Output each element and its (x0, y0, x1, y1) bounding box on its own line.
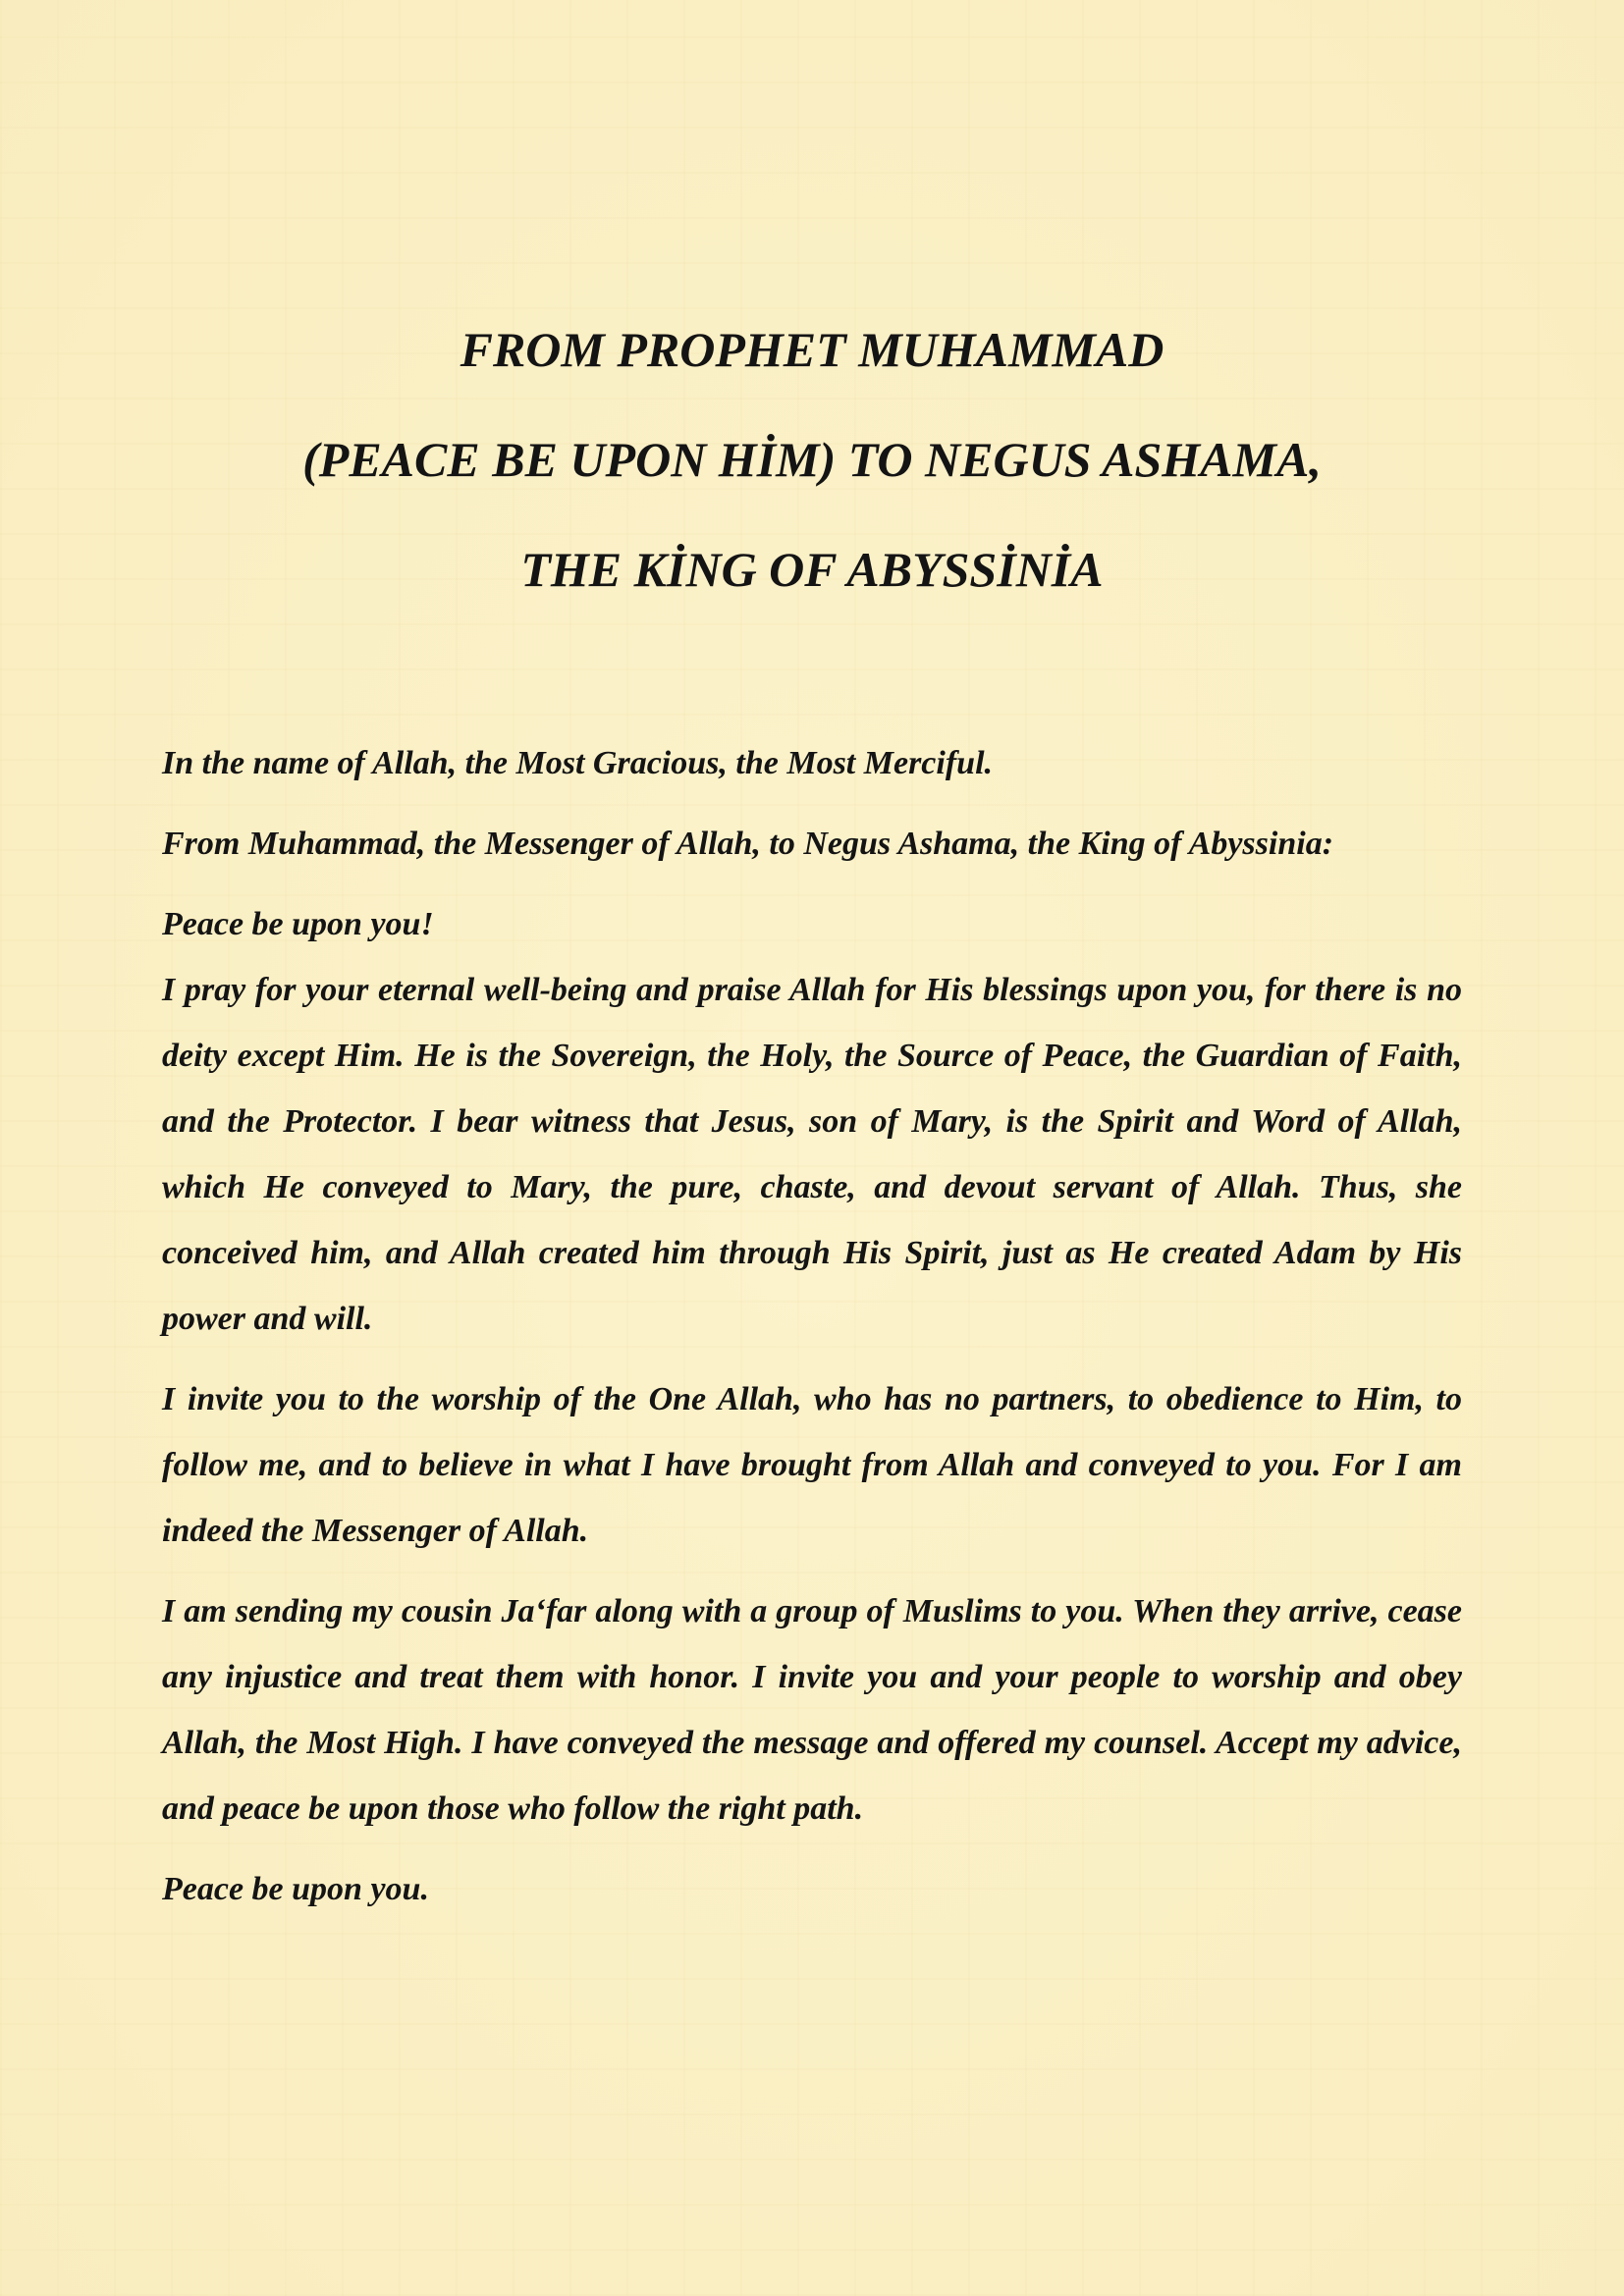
title-line-3: THE KİNG OF ABYSSİNİA (520, 542, 1104, 597)
invitation-paragraph: I invite you to the worship of the One Allah, who has no partners, to obedience to Him, to follow me, and to believe in what I have brought from Allah and conveyed to you. For I am indeed the Messenger of Allah. (162, 1381, 1462, 1549)
sender-paragraph: From Muhammad, the Messenger of Allah, to Negus Ashama, the King of Abyssinia: (162, 826, 1334, 862)
greeting-paragraph: Peace be upon you! (162, 906, 434, 942)
basmala-paragraph: In the name of Allah, the Most Gracious, the Most Merciful. (162, 745, 994, 781)
title-line-1: FROM PROPHET MUHAMMAD (460, 322, 1164, 377)
envoys-paragraph: I am sending my cousin Ja‘far along with a group of Muslims to you. When they arrive, cease any injustice and treat them with honor. I invite you and your people to worship and obey Allah, the Most High. I have conveyed the message and offered my counsel. Accept my advice, and peace be upon those who follow the right path. (162, 1593, 1462, 1827)
closing-paragraph: Peace be upon you. (162, 1871, 429, 1907)
testimony-paragraph: I pray for your eternal well-being and praise Allah for His blessings upon you, for there is no deity except Him. He is the Sovereign, the Holy, the Source of Peace, the Guardian of Faith, and the Protector. I bear witness that Jesus, son of Mary, is the Spirit and Word of Allah, which He conveyed to Mary, the pure, chaste, and devout servant of Allah. Thus, she conceived him, and Allah created him through His Spirit, just as He created Adam by His power and will. (162, 972, 1462, 1337)
document-title (118, 294, 1506, 624)
title-line-2: (PEACE BE UPON HİM) TO NEGUS ASHAMA, (302, 432, 1322, 487)
letter-body (162, 730, 1462, 1922)
